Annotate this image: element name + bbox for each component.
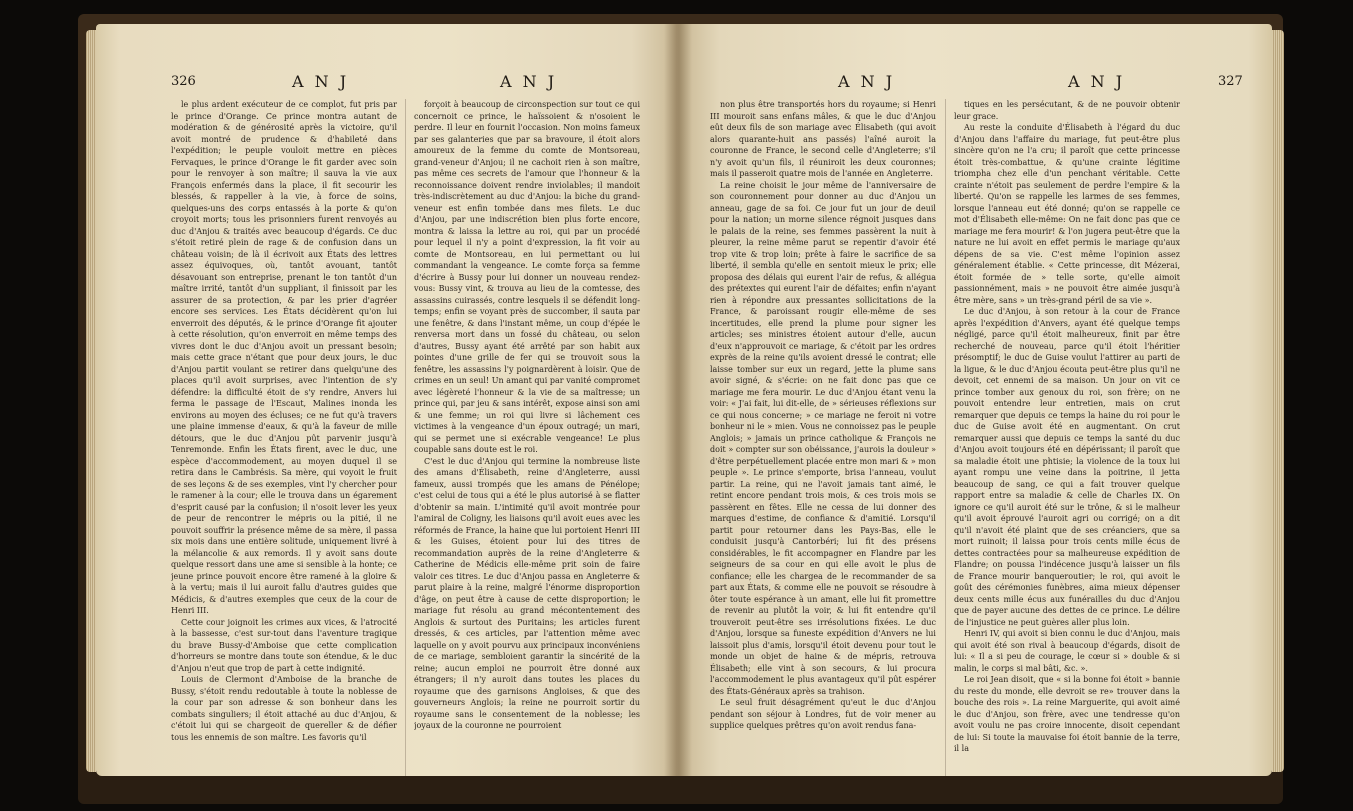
page-edges-right	[1272, 30, 1284, 772]
paragraph: Le seul fruit désagrément qu'eut le duc d'Anjou pendant son séjour à Londres, fut de voir mener au supplice quelques prêtres qu'on avoit rendus fana-	[710, 698, 936, 730]
column-rule	[405, 99, 406, 776]
text-column-2	[414, 99, 640, 776]
paragraph: Louis de Clermont d'Amboise de la branche de Bussy, s'étoit rendu redoutable à toute la noblesse de la cour par son adresse & son bonheur dans les combats singuliers; il étoit attaché au duc d'Anjou, & c'étoit lui qui se chargeoit de quereller & de défier tous les ennemis de son maître. Les favoris qu'il	[171, 675, 397, 742]
column-rule	[945, 99, 946, 776]
paragraph: Au reste la conduite d'Élisabeth à l'égard du duc d'Anjou dans l'affaire du mariage, fut peut-être plus sincère qu'on ne l'a cru; il paroît que cette princesse étoit très-combattue, & qu'une crainte légitime triompha chez elle d'un penchant véritable. Cette crainte n'étoit pas seulement de perdre l'empire & la liberté. Qu'on se rappelle les larmes de ses femmes, lorsque l'anneau eut été donné; qu'on se rappelle ce mot d'Élisabeth elle-même: On ne fait donc pas que ce mariage me fera mourir! & l'on jugera peut-être que la nature ne lui avoit en effet permis le mariage qu'aux dépens de sa vie. C'est même l'opinion assez généralement établie. « Cette princesse, dit Mézerai, étoit formée de » telle sorte, qu'elle aimoit passionnément, mais » ne pouvoit être aimée jusqu'à être mère, sans » un très-grand péril de sa vie ».	[954, 123, 1180, 305]
paragraph: Henri IV, qui avoit si bien connu le duc d'Anjou, mais qui avoit été son rival à beaucoup d'égards, disoit de lui: « Il a si peu de courage, le cœur si » double & si malin, le corps si mal bâti, &c. ».	[954, 629, 1180, 673]
running-header-left: A N J	[838, 72, 896, 91]
paragraph: le plus ardent exécuteur de ce complot, fut pris par le prince d'Orange. Ce prince montra autant de modération & de générosité après la victoire, qu'il avoit montré de prudence & d'habileté dans l'expédition; le peuple vouloit mettre en pièces Fervaques, le prince d'Orange le fit garder avec soin pour le renvoyer à son maître; il sauva la vie aux François enfermés dans la place, il fit secourir les blessés, & rappeller à la vie, à force de soins, quelques-uns des corps entassés à la porte & qu'on croyoit morts; tous les prisonniers furent renvoyés au duc d'Anjou & traités avec beaucoup d'égards. Ce duc s'étoit retiré plein de rage & de confusion dans un château voisin; de là il écrivoit aux États des lettres assez équivoques, où, tantôt avouant, tantôt désavouant son entreprise, prenant le ton tantôt d'un maître irrité, tantôt d'un suppliant, il finissoit par les assurer de sa protection, & par les prier d'agréer encore ses services. Les États décidèrent qu'on lui enverroit des députés, & le prince d'Orange fit ajouter à cette résolution, qu'on enverroit en même temps des vivres dont le duc d'Anjou avoit un pressant besoin; mais cette grace n'étant que pour deux jours, le duc d'Anjou partit voulant se retirer dans quelqu'une des places qu'il avoit surprises, avec l'intention de s'y défendre: la difficulté étoit de s'y rendre, Anvers lui ferma le passage de l'Escaut, Malines inonda les environs au moyen des écluses; ce ne fut qu'à travers une plaine immense d'eaux, & qu'à la faveur de mille détours, que le duc d'Anjou pût parvenir jusqu'à Tenremonde. Enfin les États firent, avec le duc, une espèce d'accommodement, au moyen duquel il se retira dans le Cambrésis. Sa mère, qui voyoit le fruit de ses leçons & de ses exemples, vint l'y chercher pour le ramener à la cour; elle le trouva dans un égarement d'esprit causé par la confusion; il n'osoit lever les yeux de peur de rencontrer le mépris ou la pitié, il ne pouvoit souffrir la présence même de sa mère, il passa six mois dans une entière solitude, uniquement livré à la mélancolie & aux remords. Il y avoit sans doute quelque ressort dans une ame si sensible à la honte; ce jeune prince pouvoit encore être ramené à la gloire & à la vertu; mais il lui auroit fallu d'autres guides que Médicis, & d'autres exemples que ceux de la cour de Henri III.	[171, 100, 397, 615]
text-column-1	[710, 99, 936, 776]
left-page	[96, 24, 678, 776]
page-number: 326	[171, 74, 196, 89]
paragraph: C'est le duc d'Anjou qui termine la nombreuse liste des amans d'Élisabeth, reine d'Angleterre, aussi fameux, aussi trompés que les amans de Pénélope; c'est celui de tous qui a été le plus autorisé à se flatter d'obtenir sa main. L'intimité qu'il avoit montrée pour l'amiral de Coligny, les liaisons qu'il avoit eues avec les réformés de France, la haine que lui portoient Henri III & les Guises, étoient pour lui des titres de recommandation auprès de la reine d'Angleterre & Catherine de Médicis elle-même prit soin de faire valoir ces titres. Le duc d'Anjou passa en Angleterre & parut plaire à la reine, malgré l'énorme disproportion d'âge, on peut être à cause de cette disproportion; le mariage fut résolu au grand mécontentement des Anglois & surtout des Puritains; les articles furent dressés, & ces articles, par l'attention même avec laquelle on y avoit pourvu aux principaux inconvéniens de ce mariage, sembloient garantir la sincérité de la reine; aucun emploi ne pourroit être donné aux étrangers; il n'y auroit dans toutes les places du royaume que des garnisons Angloises, & que des gouverneurs Anglois; la reine ne pourroit sortir du royaume sans le consentement de la noblesse; les joyaux de la couronne ne pourroient	[414, 456, 640, 730]
paragraph: La reine choisit le jour même de l'anniversaire de son couronnement pour donner au duc d'Anjou un anneau, gage de sa foi. Ce jour fut un jour de deuil pour la nation; un morne silence régnoit jusques dans le palais de la reine, ses femmes passèrent la nuit à pleurer, la reine même parut se repentir d'avoir été trop vite & trop loin; prête à faire le sacrifice de sa liberté, il sembla qu'elle en sentoit mieux le prix; elle proposa des délais qui eurent l'air de refus, & allégua des prétextes qui eurent l'air de défaites; enfin n'ayant rien à répondre aux pressantes sollicitations de la France, & paroissant rougir elle-même de ses incertitudes, elle prend la plume pour signer les articles; ses ministres étoient autour d'elle, aucun d'eux n'approuvoit ce mariage, & c'étoit par les ordres exprès de la reine qu'ils avoient dressé le contrat; elle laisse tomber sur eux un regard, jette la plume sans avoir signé, & s'écrie: on ne fait donc pas que ce mariage me fera mourir. Le duc d'Anjou étant venu la voir: « J'ai fait, lui dit-elle, de » sérieuses réflexions sur ce qui nous concerne; » ce mariage ne feroit ni votre bonheur ni le » mien. Vous ne connoissez pas le peuple Anglois; » jamais un prince catholique & François ne doit » compter sur son obéissance, j'aurois la douleur » d'être perpétuellement placée entre mon mari & » mon peuple ». Le prince s'emporte, brisa l'anneau, voulut partir. La reine, qui ne l'avoit jamais tant aimé, le retint encore pendant trois mois, & ces trois mois se passèrent en fêtes. Elle ne cessa de lui donner des marques d'estime, de confiance & d'amitié. Lorsqu'il partit pour retourner dans les Pays-Bas, elle le conduisit jusqu'à Cantorbéri; lui fit des présens considérables, le fit accompagner en Flandre par les seigneurs de sa cour en qui elle avoit le plus de confiance; elle les chargea de le recommander de sa part aux États, & comme elle ne pouvoit se résoudre à ôter toute espérance à un amant, elle lui fit promettre de revenir au plutôt la voir, & lui fit entendre qu'il trouveroit peut-être ses irrésolutions fixées. Le duc d'Anjou, lorsque sa funeste expédition d'Anvers ne lui laissoit plus d'amis, lorsqu'il étoit devenu pour tout le monde un objet de haine & de mépris, retrouva Élisabeth; elle vint à son secours, & lui procura l'accommodement le plus avantageux qu'il pût espérer des États-Généraux après sa trahison.	[710, 180, 936, 696]
page-number: 327	[1218, 74, 1243, 89]
paragraph: forçoit à beaucoup de circonspection sur tout ce qui concernoit ce prince, le haïssoient & n'osoient le perdre. Il leur en fournit l'occasion. Non moins fameux par ses galanteries que par sa bravoure, il étoit alors amoureux de la femme du comte de Montsoreau, grand-veneur d'Anjou; il ne cachoit rien à son maître, pas même ces secrets de l'amour que l'honneur & la reconnoissance doivent rendre inviolables; il mandoit très-indiscrètement au duc d'Anjou: la biche du grand-veneur est enfin tombée dans mes filets. Le duc d'Anjou, par une indiscrétion bien plus forte encore, montra & laissa la lettre au roi, qui par un procédé pour lequel il n'y a point d'expression, la fit voir au comte de Montsoreau, en lui permettant ou lui commandant la vengeance. Le comte força sa femme d'écrire à Bussy pour lui donner un nouveau rendez-vous: Bussy vint, & trouva au lieu de la comtesse, des assassins cuirassés, contre lesquels il se défendit long-temps; enfin se voyant près de succomber, il sauta par une fenêtre, & dans l'instant même, un coup d'épée le renversa mort dans un fossé du château, ou selon d'autres, Bussy ayant été arrêté par son habit aux pointes d'une grille de fer qui se trouvoit sous la fenêtre, les assassins l'y poignardèrent à loisir. Que de crimes en un seul! Un amant qui par vanité compromet avec légèreté l'honneur & la vie de sa maîtresse; un prince qui, par jeu & sans intérêt, expose ainsi son ami & une femme; un roi qui livre si lâchement ces victimes à la vengeance d'un époux outragé; un mari, qui se permet une si exécrable vengeance! Le plus coupable sans doute est le roi.	[414, 100, 640, 454]
running-header-right: A N J	[1068, 72, 1126, 91]
paragraph: Cette cour joignoit les crimes aux vices, & l'atrocité à la bassesse, c'est sur-tout dans l'aventure tragique du brave Bussy-d'Amboise que cette complication d'horreurs se montre dans toute son étendue, & le duc d'Anjou n'eut que trop de part à cette indignité.	[171, 617, 397, 673]
running-header-right: A N J	[500, 72, 558, 91]
page-edges-left	[86, 30, 96, 772]
paragraph: non plus être transportés hors du royaume; si Henri III mouroit sans enfans mâles, & que le duc d'Anjou eût deux fils de son mariage avec Élisabeth (qui avoit alors quarante-huit ans passés) l'aîné auroit la couronne de France, le second celle d'Angleterre; s'il n'y avoit qu'un fils, il réuniroit les deux couronnes; mais il passeroit quatre mois de l'année en Angleterre.	[710, 100, 936, 178]
paragraph: Le duc d'Anjou, à son retour à la cour de France après l'expédition d'Anvers, ayant été quelque temps négligé, parce qu'il étoit malheureux, finit par être recherché de nouveau, parce qu'il étoit l'héritier présomptif; le duc de Guise voulut l'attirer au parti de la ligue, & le duc d'Anjou écouta peut-être plus qu'il ne devoit, cet ennemi de sa maison. Un jour on vit ce prince tomber aux genoux du roi, son frère; on ne pouvoit entendre leur entretien, mais on crut remarquer que depuis ce temps la haine du roi pour le duc de Guise avoit été en augmentant. On crut remarquer aussi que depuis ce temps la santé du duc d'Anjou avoit toujours été en dépérissant; il paroît que sa maladie étoit une phtisie; la violence de la toux lui ayant rompu une veine dans la poitrine, il jetta beaucoup de sang, ce qui a fait trouver quelque rapport entre sa maladie & celle de Charles IX. On ignore ce qu'il auroit été sur le trône, & si le malheur qu'il avoit éprouvé l'auroit agri ou corrigé; on a dit qu'il n'avoit été plaint que de ses créanciers, que sa mort ruinoit; il laissa pour trois cents mille écus de dettes contractées pour sa malheureuse expédition de Flandre; on poussa l'indécence jusqu'à laisser un fils de France mourir banqueroutier; le roi, qui avoit le goût des cérémonies funèbres, aima mieux dépenser deux cents mille écus aux funérailles du duc d'Anjou que de payer aucune des dettes de ce prince. Le délire de l'injustice ne peut guères aller plus loin.	[954, 307, 1180, 627]
paragraph: tiques en les persécutant, & de ne pouvoir obtenir leur grace.	[954, 100, 1180, 121]
running-header-left: A N J	[292, 72, 350, 91]
paragraph: Le roi Jean disoit, que « si la bonne foi étoit » bannie du reste du monde, elle devroit se re» trouver dans la bouche des rois ». La reine Marguerite, qui avoit aimé le duc d'Anjou, son frère, avec une tendresse qu'on avoit voulu ne pas croire innocente, disoit cependant de lui: Si toute la mauvaise foi étoit bannie de la terre, il la	[954, 675, 1180, 753]
book-gutter	[664, 24, 692, 776]
text-column-1	[171, 99, 397, 776]
right-page	[678, 24, 1272, 776]
text-column-2	[954, 99, 1180, 776]
